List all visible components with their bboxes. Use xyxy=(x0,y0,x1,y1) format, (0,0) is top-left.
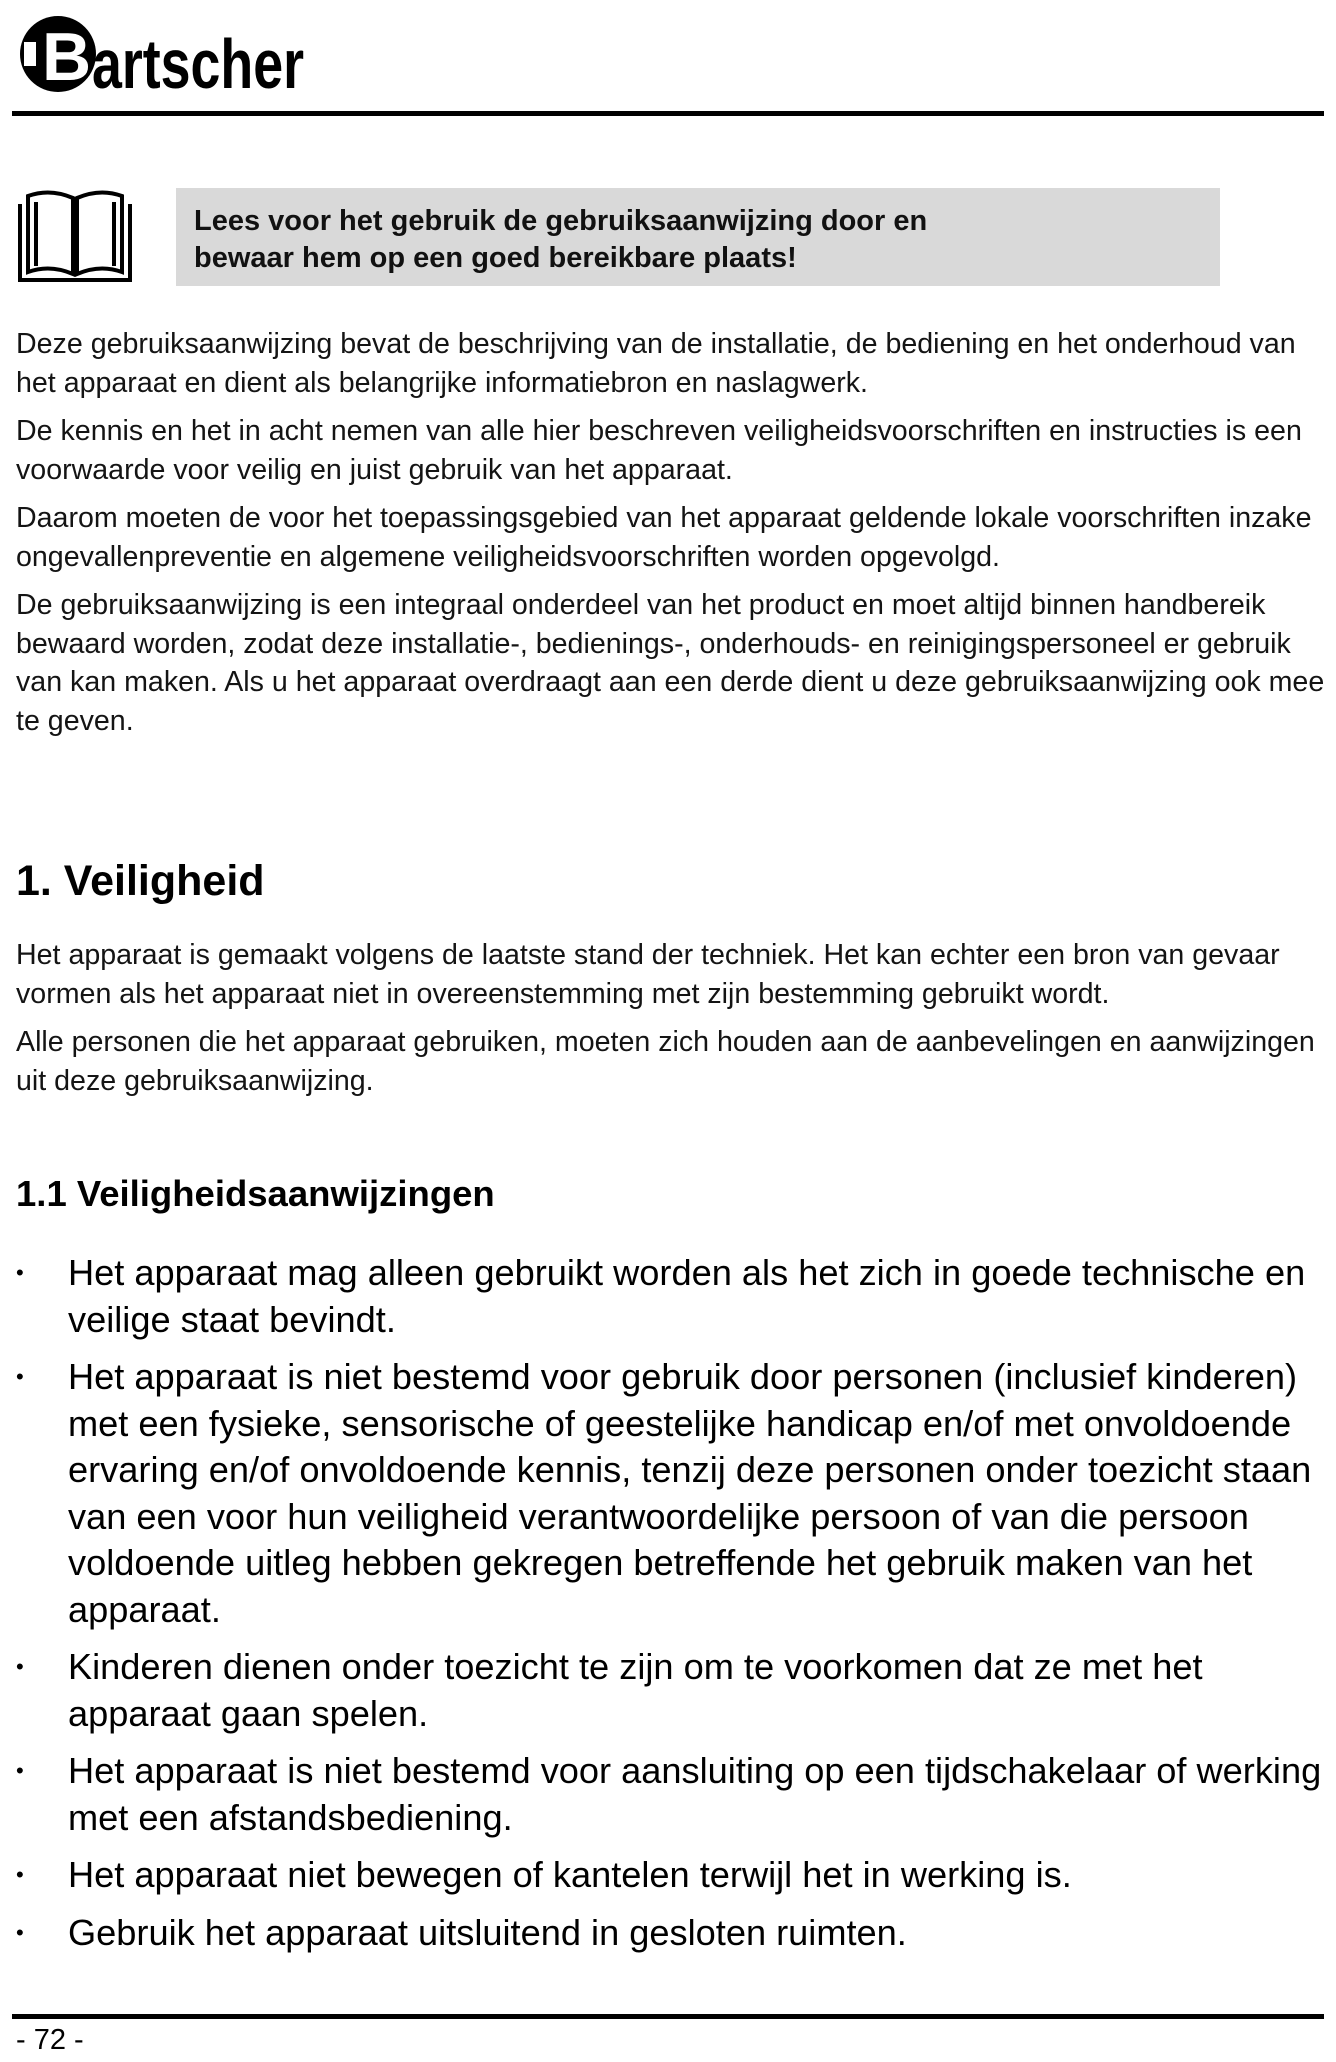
list-item xyxy=(16,1910,1330,1957)
section-title-veiligheid: 1. Veiligheid xyxy=(16,857,265,905)
bullet-icon: • xyxy=(16,1260,24,1285)
bartscher-logo xyxy=(14,8,314,103)
safety-list xyxy=(16,1250,1330,1967)
list-item-text: Kinderen dienen onder toezicht te zijn om te voorkomen dat ze met het apparaat gaan spelen. xyxy=(68,1646,1203,1734)
list-item-text: Het apparaat niet bewegen of kantelen terwijl het in werking is. xyxy=(68,1854,1072,1895)
bullet-icon: • xyxy=(16,1919,24,1945)
bullet-icon: • xyxy=(16,1654,24,1679)
notice-line-1: Lees voor het gebruik de gebruiksaanwijzing door en xyxy=(194,205,928,237)
list-item-text: Gebruik het apparaat uitsluitend in gesloten ruimten. xyxy=(68,1911,907,1953)
list-item-text: Het apparaat is niet bestemd voor aansluiting op een tijdschakelaar of werking met een afstandsbediening. xyxy=(68,1750,1322,1838)
section-title-veiligheidsaanwijzingen: 1.1 Veiligheidsaanwijzingen xyxy=(16,1173,495,1214)
intro-paragraph: Deze gebruiksaanwijzing bevat de beschrijving van de installatie, de bediening en het onderhoud van het apparaat en dient als belangrijke informatiebron en naslagwerk. xyxy=(16,328,1296,399)
notice-line-2: bewaar hem op een goed bereikbare plaats! xyxy=(194,242,797,274)
page-number: - 72 - xyxy=(16,2024,84,2056)
intro-paragraph: De kennis en het in acht nemen van alle hier beschreven veiligheidsvoorschriften en instructies is een voorwaarde voor veilig en juist gebruik van het apparaat. xyxy=(16,415,1302,486)
intro-paragraph: De gebruiksaanwijzing is een integraal onderdeel van het product en moet altijd binnen handbereik bewaard worden, zodat deze installatie-, bedienings-, onderhouds- en reinigingspersoneel er gebruik van kan maken. Als u het apparaat overdraagt aan een derde dient u deze gebruiksaanwijzing ook mee te geven. xyxy=(16,589,1325,737)
footer-rule xyxy=(12,2014,1324,2019)
list-item xyxy=(16,1748,1330,1841)
list-item xyxy=(16,1644,1330,1737)
intro-paragraph: Daarom moeten de voor het toepassingsgebied van het apparaat geldende lokale voorschriften inzake ongevallenpreventie en algemene veiligheidsvoorschriften worden opgevolgd. xyxy=(16,502,1312,573)
header-rule xyxy=(12,111,1324,116)
section1-paragraph: Het apparaat is gemaakt volgens de laatste stand der techniek. Het kan echter een bron van gevaar vormen als het apparaat niet in overeenstemming met zijn bestemming gebruikt wordt. xyxy=(16,939,1280,1010)
section1-paragraph: Alle personen die het apparaat gebruiken, moeten zich houden aan de aanbevelingen en aanwijzingen uit deze gebruiksaanwijzing. xyxy=(16,1026,1315,1097)
intro-section xyxy=(16,325,1326,750)
list-item xyxy=(16,1852,1330,1899)
bullet-icon: • xyxy=(16,1364,24,1389)
notice-box xyxy=(176,188,1220,286)
bullet-icon: • xyxy=(16,1758,24,1783)
section1-body xyxy=(16,936,1326,1110)
logo-mark xyxy=(14,8,314,103)
book-icon xyxy=(16,190,134,286)
svg-text:B: B xyxy=(42,19,92,95)
list-item xyxy=(16,1250,1330,1343)
list-item-text: Het apparaat mag alleen gebruikt worden als het zich in goede technische en veilige staat bevindt. xyxy=(68,1252,1306,1340)
list-item-text: Het apparaat is niet bestemd voor gebruik door personen (inclusief kinderen) met een fysieke, sensorische of geestelijke handicap en/of met onvoldoende ervaring en/of onvoldoende kennis, tenzij deze personen onder toezicht staan van een voor hun veiligheid verantwoordelijke persoon of van die persoon voldoende uitleg hebben gekregen betreffende het gebruik maken van het apparaat. xyxy=(68,1356,1312,1630)
bullet-icon: • xyxy=(16,1862,24,1887)
list-item xyxy=(16,1354,1330,1633)
svg-text:artscher: artscher xyxy=(92,25,304,103)
